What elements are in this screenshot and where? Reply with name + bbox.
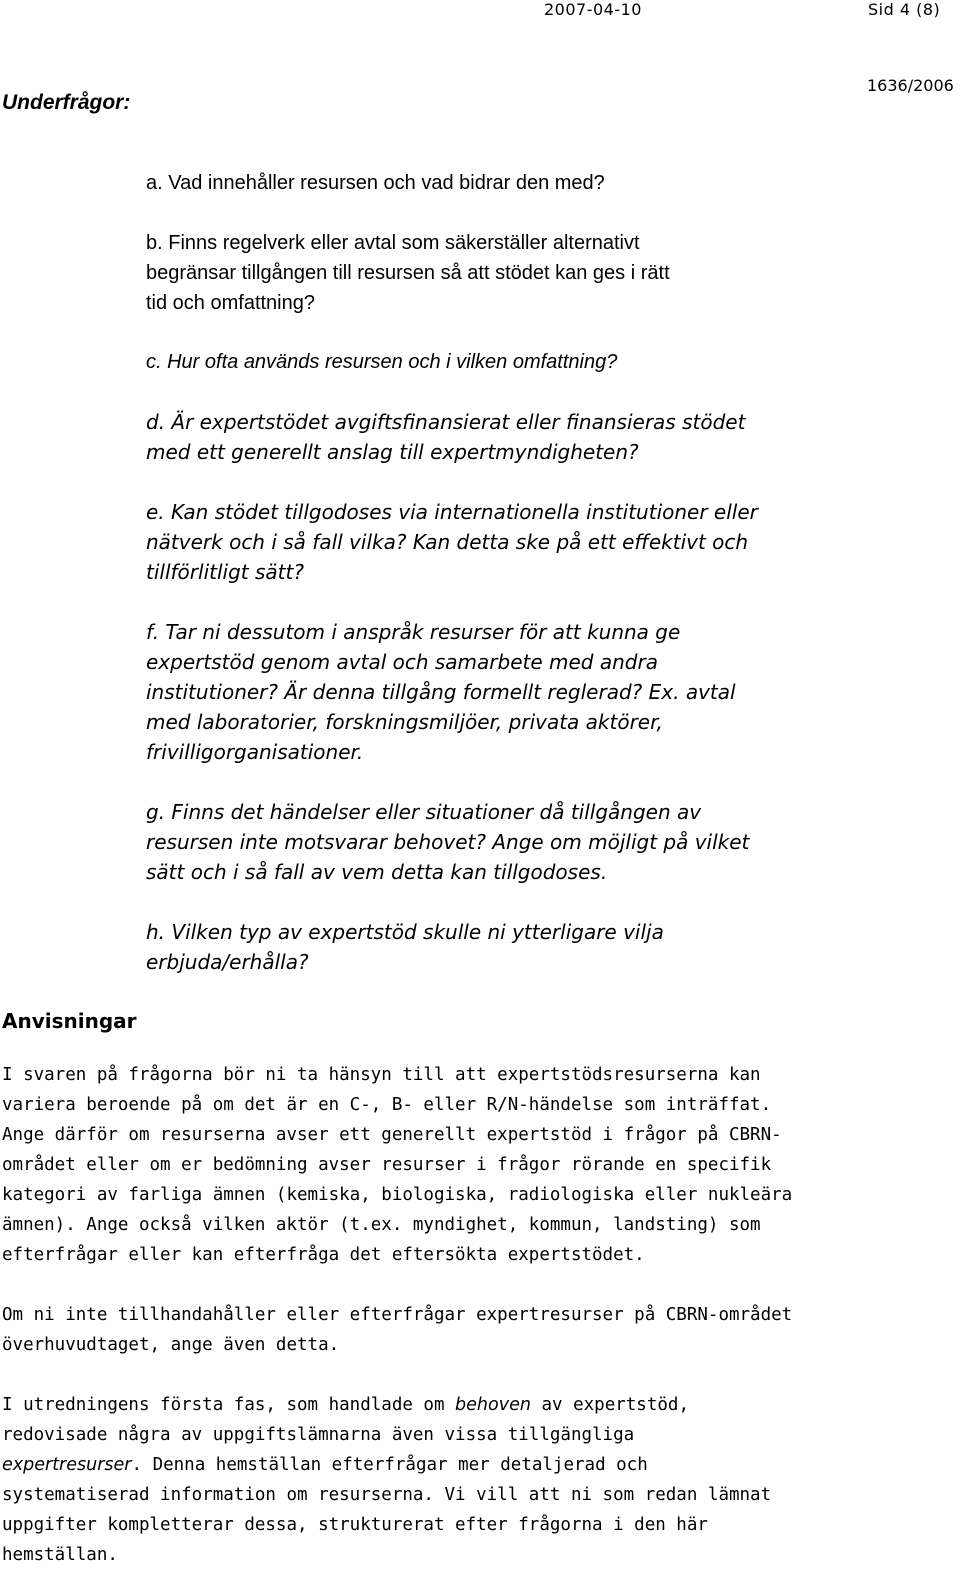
emphasis-behoven: behoven [455, 1395, 531, 1415]
question-line: b. Finns regelverk eller avtal som säkerställer alternativt [146, 232, 640, 254]
paragraph-line: överhuvudtaget, ange även detta. [2, 1335, 340, 1355]
emphasis-expertresurser: expertresurser [2, 1455, 132, 1475]
question-line: h. Vilken typ av expertstöd skulle ni ytterligare vilja [146, 920, 664, 944]
question-line: frivilligorganisationer. [146, 740, 364, 764]
paragraph-line: området eller om er bedömning avser resurser i frågor rörande en specifik [2, 1155, 772, 1175]
question-line: a. Vad innehåller resursen och vad bidrar den med? [146, 172, 605, 194]
text-run: I utredningens första fas, som handlade om [2, 1395, 456, 1415]
underfragor-heading: Underfrågor: [2, 91, 131, 114]
paragraph-line: Ange därför om resurserna avser ett generellt expertstöd i frågor på CBRN- [2, 1125, 782, 1145]
text-run: . Denna hemställan efterfrågar mer detaljerad och [131, 1455, 648, 1475]
header-date: 2007-04-10 [544, 0, 642, 19]
question-line: med ett generellt anslag till expertmyndigheten? [146, 440, 639, 464]
question-line: tid och omfattning? [146, 292, 315, 314]
question-c [146, 347, 617, 377]
question-d [146, 407, 745, 467]
question-line: g. Finns det händelser eller situationer då tillgången av [146, 800, 702, 824]
question-line: f. Tar ni dessutom i anspråk resurser för att kunna ge [146, 620, 681, 644]
paragraph-line: Om ni inte tillhandahåller eller efterfrågar expertresurser på CBRN-området [2, 1305, 793, 1325]
question-line: expertstöd genom avtal och samarbete med andra [146, 650, 658, 674]
question-line: med laboratorier, forskningsmiljöer, privata aktörer, [146, 710, 663, 734]
header-reference-number: 1636/2006 [867, 76, 954, 95]
paragraph-line: hemställan. [2, 1545, 118, 1565]
question-line: resursen inte motsvarar behovet? Ange om möjligt på vilket [146, 830, 750, 854]
question-line: d. Är expertstödet avgiftsfinansierat eller finansieras stödet [146, 410, 746, 434]
paragraph-line: ämnen). Ange också vilken aktör (t.ex. myndighet, kommun, landsting) som [2, 1215, 761, 1235]
question-line: begränsar tillgången till resursen så att stödet kan ges i rätt [146, 262, 670, 284]
question-line: nätverk och i så fall vilka? Kan detta ske på ett effektivt och [146, 530, 749, 554]
question-line: erbjuda/erhålla? [146, 950, 309, 974]
anvisningar-paragraph-2 [2, 1300, 952, 1360]
paragraph-line: variera beroende på om det är en C-, B- eller R/N-händelse som inträffat. [2, 1095, 772, 1115]
paragraph-line: kategori av farliga ämnen (kemiska, biologiska, radiologiska eller nukleära [2, 1185, 793, 1205]
paragraph-line: systematiserad information om resurserna. Vi vill att ni som redan lämnat [2, 1485, 772, 1505]
question-h [146, 917, 664, 977]
question-line: e. Kan stödet tillgodoses via internationella institutioner eller [146, 500, 758, 524]
question-line: tillförlitligt sätt? [146, 560, 304, 584]
question-e [146, 497, 758, 587]
question-f [146, 617, 736, 767]
anvisningar-paragraph-3 [2, 1390, 952, 1570]
paragraph-line: uppgifter kompletterar dessa, strukturerat efter frågorna i den här [2, 1515, 708, 1535]
text-run: av expertstöd, [530, 1395, 689, 1415]
question-b [146, 228, 670, 318]
question-line: c. Hur ofta används resursen och i vilken omfattning? [146, 351, 618, 373]
header-page-number: Sid 4 (8) [868, 0, 941, 19]
paragraph-line [2, 1450, 952, 1480]
paragraph-line: efterfrågar eller kan efterfråga det eftersökta expertstödet. [2, 1245, 645, 1265]
question-g [146, 797, 749, 887]
anvisningar-paragraph-1 [2, 1060, 952, 1270]
question-line: institutioner? Är denna tillgång formellt reglerad? Ex. avtal [146, 680, 736, 704]
paragraph-line: redovisade några av uppgiftslämnarna även vissa tillgängliga [2, 1425, 635, 1445]
question-a [146, 168, 605, 198]
paragraph-line [2, 1390, 952, 1420]
question-line: sätt och i så fall av vem detta kan tillgodoses. [146, 860, 608, 884]
anvisningar-heading: Anvisningar [2, 1009, 137, 1033]
paragraph-line: I svaren på frågorna bör ni ta hänsyn till att expertstödsresurserna kan [2, 1065, 761, 1085]
